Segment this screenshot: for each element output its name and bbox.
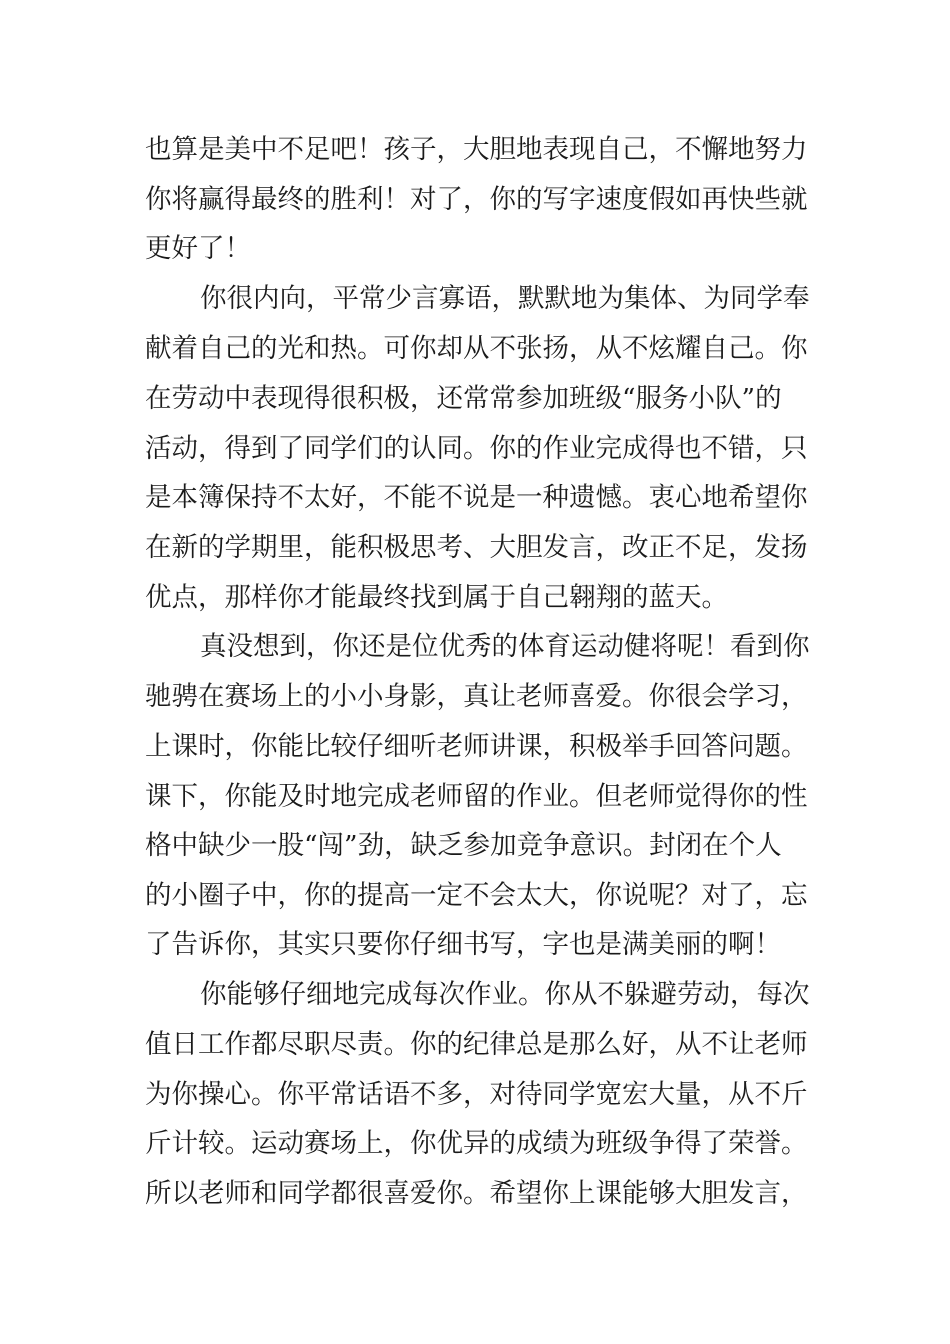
text-line: 斤计较。运动赛场上，你优异的成绩为班级争得了荣誉。: [145, 1128, 808, 1159]
text-line: 在新的学期里，能积极思考、大胆发言，改正不足，发扬: [145, 532, 808, 563]
text-line: 更好了！: [145, 233, 251, 264]
text-line: 活动，得到了同学们的认同。你的作业完成得也不错，只: [145, 433, 808, 464]
text-line: 是本簿保持不太好，不能不说是一种遗憾。衷心地希望你: [145, 482, 808, 513]
text-line: 在劳动中表现得很积极，还常常参加班级“服务小队”的: [145, 383, 782, 414]
text-line: 献着自己的光和热。可你却从不张扬，从不炫耀自己。你: [145, 333, 808, 364]
text-line: 值日工作都尽职尽责。你的纪律总是那么好，从不让老师: [145, 1029, 808, 1060]
paragraph-first-line: 你很内向，平常少言寡语，默默地为集体、为同学奉: [200, 283, 810, 314]
text-line: 驰骋在赛场上的小小身影，真让老师喜爱。你很会学习，: [145, 681, 808, 712]
text-line: 优点，那样你才能最终找到属于自己翱翔的蓝天。: [145, 582, 728, 613]
text-line: 课下，你能及时地完成老师留的作业。但老师觉得你的性: [145, 781, 808, 812]
text-line: 上课时，你能比较仔细听老师讲课，积极举手回答问题。: [145, 731, 808, 762]
text-line: 为你操心。你平常话语不多，对待同学宽宏大量，从不斤: [145, 1079, 808, 1110]
text-line: 了告诉你，其实只要你仔细书写，字也是满美丽的啊！: [145, 929, 781, 960]
text-line: 也算是美中不足吧！孩子，大胆地表现自己，不懈地努力: [145, 134, 808, 165]
text-line: 格中缺少一股“闯”劲，缺乏参加竞争意识。封闭在个人: [145, 830, 782, 861]
paragraph-first-line: 真没想到，你还是位优秀的体育运动健将呢！看到你: [200, 631, 810, 662]
paragraph-first-line: 你能够仔细地完成每次作业。你从不躲避劳动，每次: [200, 979, 810, 1010]
text-line: 你将赢得最终的胜利！对了，你的写字速度假如再快些就: [145, 184, 808, 215]
text-line: 所以老师和同学都很喜爱你。希望你上课能够大胆发言，: [145, 1178, 808, 1209]
text-line: 的小圈子中，你的提高一定不会太大，你说呢？对了，忘: [145, 880, 808, 911]
